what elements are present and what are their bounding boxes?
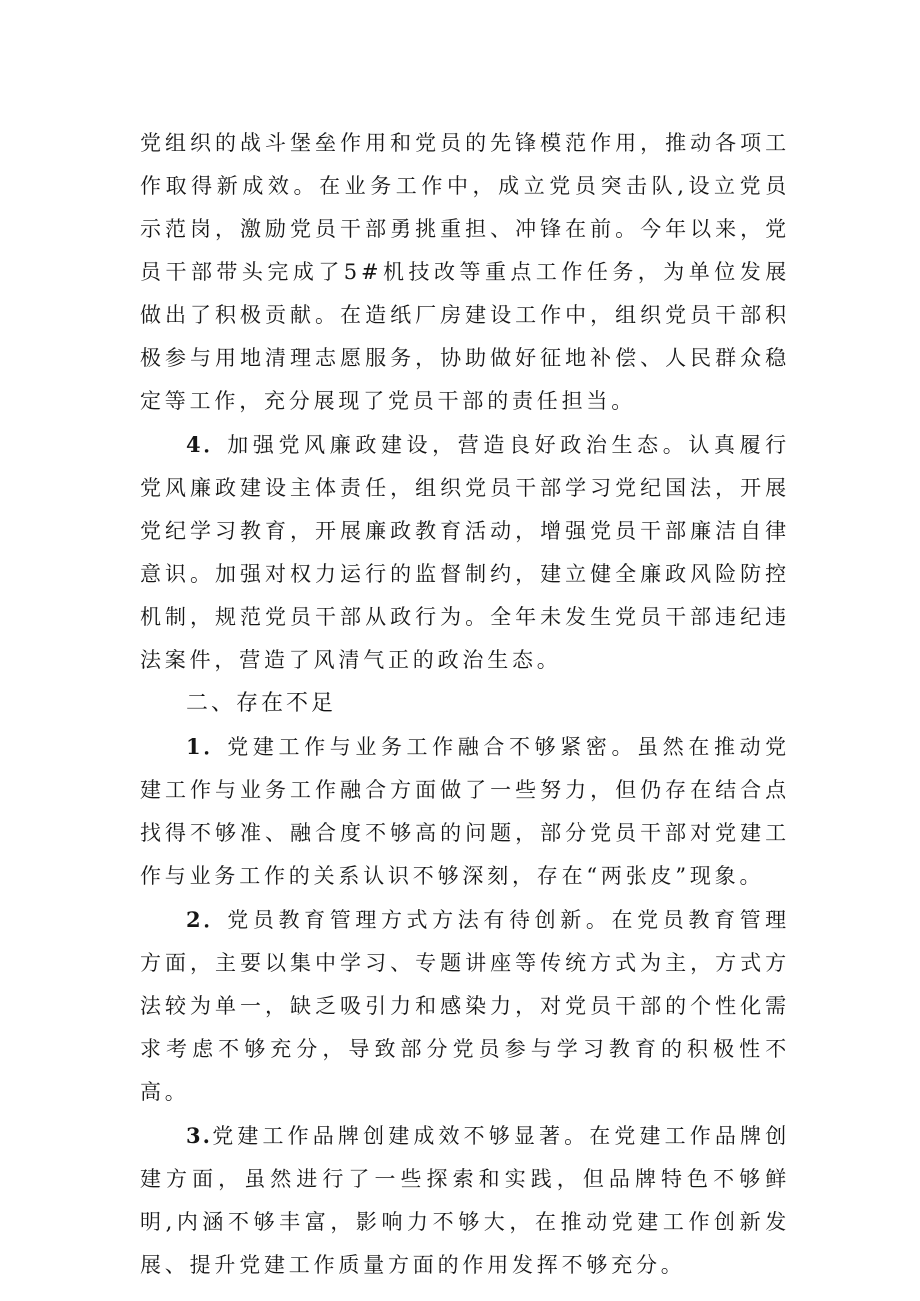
shortcoming-1-text: 党建工作与业务工作融合不够紧密。虽然在推动党建工作与业务工作融合方面做了一些努力，但仍存在结合点找得不够准、融合度不够高的问题，部分党员干部对党建工作与业务工作的关系认识不够深刻，存在“两张皮”现象。 xyxy=(140,735,790,888)
item-4-paragraph xyxy=(140,423,790,682)
shortcoming-3-text: 党建工作品牌创建成效不够显著。在党建工作品牌创建方面，虽然进行了一些探索和实践，但品牌特色不够鲜明,内涵不够丰富，影响力不够大，在推动党建工作创新发展、提升党建工作质量方面的作用发挥不够充分。 xyxy=(140,1124,790,1277)
continuation-paragraph: 党组织的战斗堡垒作用和党员的先锋模范作用，推动各项工作取得新成效。在业务工作中，成立党员突击队,设立党员示范岗，激励党员干部勇挑重担、冲锋在前。今年以来，党员干部带头完成了5#机技改等重点工作任务，为单位发展做出了积极贡献。在造纸厂房建设工作中，组织党员干部积极参与用地清理志愿服务，协助做好征地补偿、人民群众稳定等工作，充分展现了党员干部的责任担当。 xyxy=(140,131,790,413)
shortcoming-2-paragraph xyxy=(140,898,790,1114)
shortcoming-1-paragraph xyxy=(140,725,790,898)
shortcoming-3-paragraph xyxy=(140,1114,790,1287)
item-4-text: 加强党风廉政建设，营造良好政治生态。认真履行党风廉政建设主体责任，组织党员干部学习党纪国法，开展党纪学习教育，开展廉政教育活动，增强党员干部廉洁自律意识。加强对权力运行的监督制约，建立健全廉政风险防控机制，规范党员干部从政行为。全年未发生党员干部违纪违法案件，营造了风清气正的政治生态。 xyxy=(140,433,790,672)
shortcoming-1-number: 1． xyxy=(186,734,228,759)
shortcoming-3-number: 3. xyxy=(186,1123,212,1148)
item-4-number: 4． xyxy=(186,432,228,457)
shortcoming-2-text: 党员教育管理方式方法有待创新。在党员教育管理方面，主要以集中学习、专题讲座等传统方式为主，方式方法较为单一，缺乏吸引力和感染力，对党员干部的个性化需求考虑不够充分，导致部分党员参与学习教育的积极性不高。 xyxy=(140,908,790,1104)
document-body xyxy=(140,122,790,1287)
section-2-heading: 二、存在不足 xyxy=(186,691,337,716)
shortcoming-2-number: 2． xyxy=(186,907,228,932)
